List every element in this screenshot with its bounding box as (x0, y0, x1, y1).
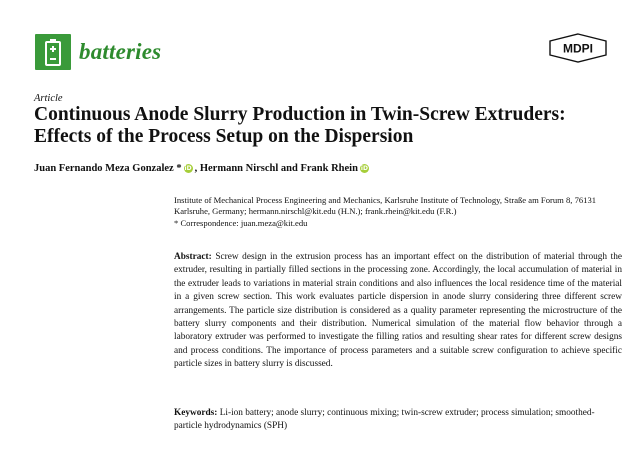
abstract (174, 251, 622, 372)
article-title: Continuous Anode Slurry Production in Twin-Screw Extruders: Effects of the Process Setup on the Dispersion (34, 104, 566, 147)
author-list (34, 163, 371, 174)
affiliation-block (174, 195, 622, 229)
author-name: Juan Fernando Meza Gonzalez * (34, 163, 182, 174)
keywords-label: Keywords: (174, 408, 218, 418)
publisher-name: MDPI (563, 41, 593, 56)
affiliation-text: Institute of Mechanical Process Engineering and Mechanics, Karlsruhe Institute of Technology, Straße am Forum 8, 76131 Karlsruhe, Germany; hermann.nirschl@kit.edu (H.N.); frank.rhein@kit.edu (F.R.) (174, 195, 597, 217)
journal-logo (35, 34, 161, 70)
orcid-icon[interactable]: iD (184, 165, 192, 172)
abstract-label: Abstract: (174, 252, 212, 262)
orcid-icon[interactable]: iD (360, 165, 368, 172)
abstract-text: Screw design in the extrusion process has an important effect on the distribution of material through the extruder, resulting in partially filled sections in the processing zone. Accordingly, the local accumulation of material in the extruder leads to variations in material strain conditions and also influences the local residence time of the material in a given screw section. This work evaluates particle dispersion in anode slurry considering three different screw arrangements. The particle size distribution is considered as a quality parameter representing the microstructure of the battery slurry components and their distribution. Numerical simulation of the material flow behavior through a laboratory extruder was performed to investigate the filling ratios and resulting shear rates for different screw designs and process conditions. The importance of process parameters and a suitable screw configuration to achieve specific particle sizes in battery slurry is discussed. (174, 252, 623, 370)
keywords-text: Li-ion battery; anode slurry; continuous mixing; twin-screw extruder; process simulation; smoothed-particle hydrodynamics (SPH) (174, 408, 595, 432)
journal-name: batteries (79, 39, 162, 64)
author-name: , Hermann Nirschl and Frank Rhein (194, 163, 358, 174)
mdpi-logo (548, 33, 608, 68)
article-type: Article (34, 93, 63, 104)
keywords (174, 407, 622, 434)
battery-icon (35, 34, 71, 70)
correspondence-text: * Correspondence: juan.meza@kit.edu (174, 217, 308, 228)
